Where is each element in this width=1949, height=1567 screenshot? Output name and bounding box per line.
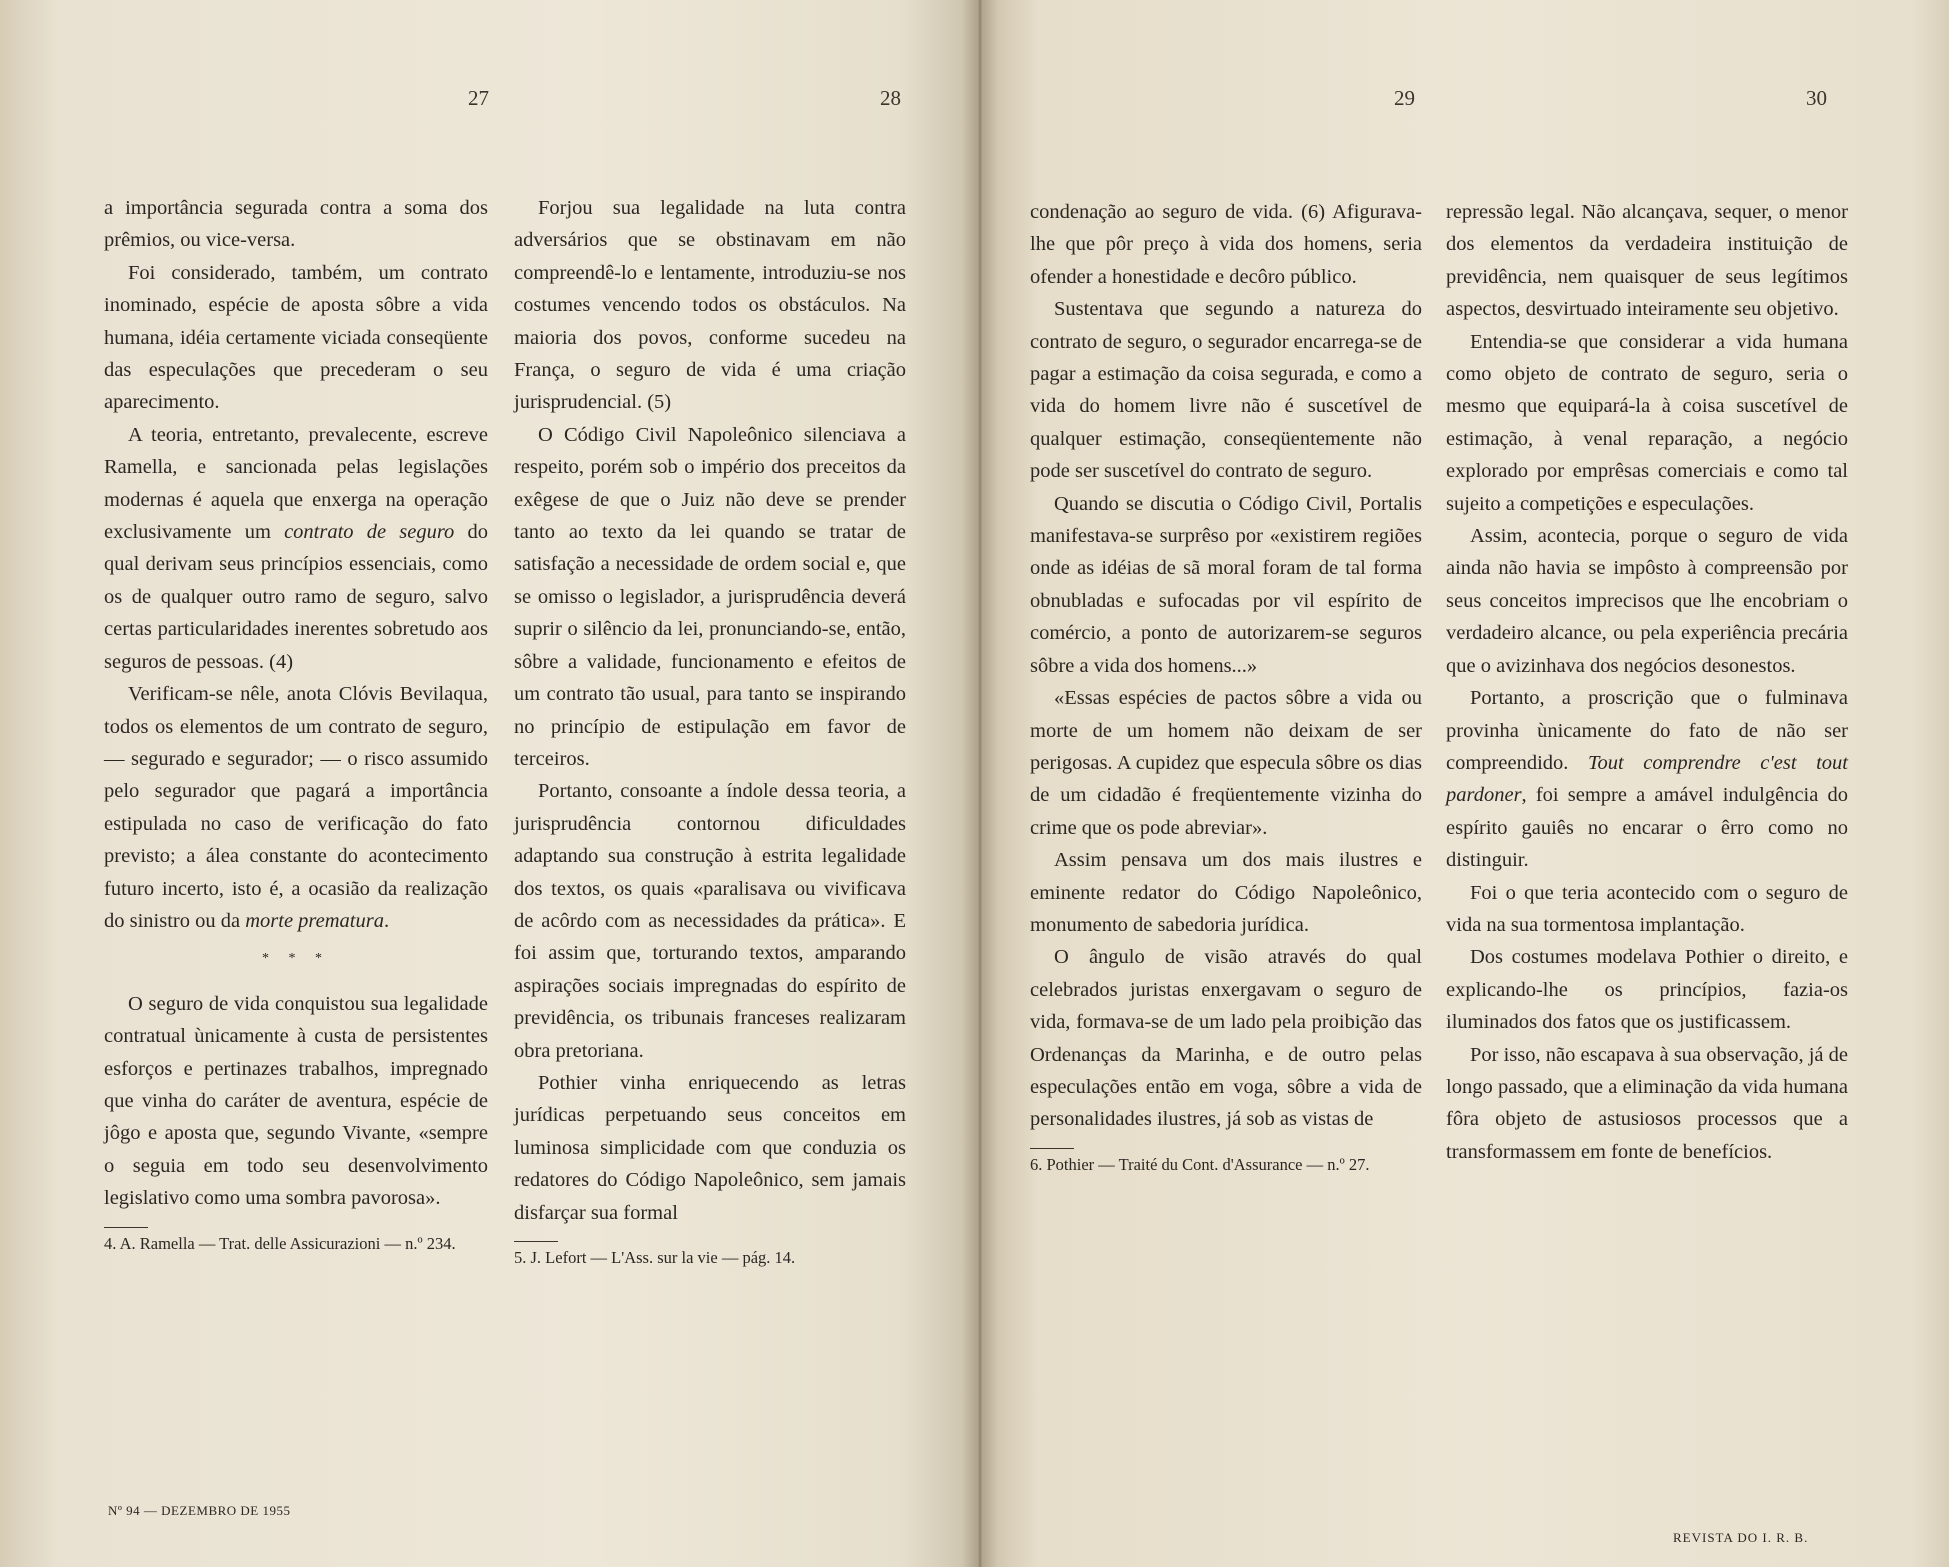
paragraph xyxy=(104,419,488,678)
footnote-text: 4. A. Ramella — Trat. delle Assicurazioni — n.º 234. xyxy=(104,1233,456,1253)
paragraph: condenação ao seguro de vida. (6) Afigurava-lhe que pôr preço à vida dos homens, seria ofender a honestidade e decôro público. xyxy=(1030,201,1422,288)
paragraph xyxy=(1446,682,1848,876)
italic-term: contrato de seguro xyxy=(284,521,455,544)
page-number-27: 27 xyxy=(468,86,489,110)
issue-footer: Nº 94 — DEZEMBRO DE 1955 xyxy=(108,1503,291,1518)
paragraph: Quando se discutia o Código Civil, Portalis manifestava-se surprêso por «existirem regiões onde as idéias de sã moral foram de tal forma obnubladas e sufocadas por vil espírito de comércio, a ponto de autorizarem-se seguros sôbre a vida dos homens...» xyxy=(1030,492,1422,677)
footnote-rule xyxy=(104,1227,148,1228)
paragraph: Assim pensava um dos mais ilustres e eminente redator do Código Napoleônico, monumento de sabedoria jurídica. xyxy=(1030,849,1422,936)
italic-quote: Tout comprendre c'est tout pardoner xyxy=(1446,751,1849,807)
paragraph: repressão legal. Não alcançava, sequer, o menor dos elementos da verdadeira instituição de previdência, nem quaisquer de seus legítimos aspectos, desvirtuado inteiramente seu objetivo. xyxy=(1446,201,1848,321)
paragraph-text: . xyxy=(383,909,390,932)
footnote-text: 5. J. Lefort — L'Ass. sur la vie — pág. 14. xyxy=(514,1248,796,1267)
paragraph: Pothier vinha enriquecendo as letras jurídicas perpetuando seus conceitos em luminosa simplicidade com que conduzia os redatores do Código Napoleônico, sem jamais disfarçar sua formal xyxy=(514,1071,906,1224)
footnote xyxy=(104,1234,488,1254)
footnote-rule xyxy=(1030,1148,1074,1149)
page-30-column xyxy=(1446,196,1848,1168)
page-29-column xyxy=(1030,196,1422,1175)
paragraph: Assim, acontecia, porque o seguro de vida ainda não havia se impôsto à compreensão por seus conceitos imprecisos que lhe encobriam o verdadeiro alcance, ou pela experiência precária que o avizinhava dos negócios desonestos. xyxy=(1446,525,1848,677)
paragraph: «Essas espécies de pactos sôbre a vida ou morte de um homem não deixam de ser perigosas. A cupidez que especula sôbre os dias de um cidadão é freqüentemente vizinha do crime que os pode abreviar». xyxy=(1030,687,1422,839)
paragraph: Portanto, consoante a índole dessa teoria, a jurisprudência contornou dificuldades adaptando sua construção à estrita legalidade dos textos, os quais «paralisava ou vivificava de acôrdo com as necessidades da prática». E foi assim que, torturando textos, amparando aspirações sociais impregnadas do espírito de previdência, os tribunais franceses realizaram obra pretoriana. xyxy=(514,780,906,1062)
paragraph: Foi o que teria acontecido com o seguro de vida na sua tormentosa implantação. xyxy=(1446,881,1848,936)
book-gutter xyxy=(962,0,998,1567)
paragraph: O Código Civil Napoleônico silenciava a respeito, porém sob o império dos preceitos da exêgese de que o Juiz não deve se prender tanto ao texto da lei quando se tratar de satisfação a necessidade de ordem social e, que se omisso o legislador, a jurisprudência deverá suprir o silêncio da lei, pronunciando-se, então, sôbre a validade, funcionamento e efeitos de um contrato tão usual, para tanto se inspirando no princípio de estipulação em favor de terceiros. xyxy=(514,423,906,770)
page-28-column xyxy=(514,192,906,1268)
paragraph: Forjou sua legalidade na luta contra adversários que se obstinavam em não compreendê-lo e lentamente, introduziu-se nos costumes vencendo todos os obstáculos. Na maioria dos povos, conforme sucedeu na França, o seguro de vida é uma criação jurisprudencial. (5) xyxy=(514,197,906,414)
paragraph-text: Portanto, a proscrição que o fulminava provinha ùnicamente do fato de não ser compreendido. xyxy=(1446,687,1848,774)
paragraph-text: do qual derivam seus princípios essenciais, como os de qualquer outro ramo de seguro, salvo certas particularidades inerentes sobretudo aos seguros de pessoas. (4) xyxy=(104,521,488,673)
section-divider-stars: * * * xyxy=(262,951,330,967)
paragraph: Por isso, não escapava à sua observação, já de longo passado, que a eliminação da vida humana fôra objeto de astusiosos processos que a transformassem em fonte de benefícios. xyxy=(1446,1043,1848,1163)
footnote xyxy=(1030,1155,1422,1175)
footnote-text: 6. Pothier — Traité du Cont. d'Assurance — n.º 27. xyxy=(1030,1154,1370,1174)
page-number-29: 29 xyxy=(1394,86,1415,110)
page-27-column xyxy=(104,192,488,1254)
paragraph xyxy=(104,678,488,937)
paragraph: O ângulo de visão através do qual celebrados juristas enxergavam o seguro de vida, formava-se de um lado pela proibição das Ordenanças da Marinha, e de outro pelas especulações então em voga, sôbre a vida de personalidades ilustres, já sob as vistas de xyxy=(1030,946,1422,1131)
paragraph: O seguro de vida conquistou sua legalidade contratual ùnicamente à custa de persistentes esforços e pertinazes trabalhos, impregnado que vinha do caráter de aventura, espécie de jôgo e aposta que, segundo Vivante, «sempre o seguia em todo seu desenvolvimento legislativo como uma sombra pavorosa». xyxy=(104,992,488,1210)
paragraph: Foi considerado, também, um contrato inominado, espécie de aposta sôbre a vida humana, idéia certamente viciada conseqüente das especulações que precederam o seu aparecimento. xyxy=(104,261,488,414)
paragraph: a importância segurada contra a soma dos prêmios, ou vice-versa. xyxy=(104,197,488,252)
footnote xyxy=(514,1248,906,1268)
paragraph: Dos costumes modelava Pothier o direito, e explicando-lhe os princípios, fazia-os iluminados dos fatos que os justificassem. xyxy=(1446,946,1848,1034)
page-number-28: 28 xyxy=(880,86,901,110)
italic-term: morte prematura xyxy=(245,909,384,932)
page-number-30: 30 xyxy=(1806,86,1827,110)
footnote-rule xyxy=(514,1241,558,1242)
paragraph: Sustentava que segundo a natureza do contrato de seguro, o segurador encarrega-se de pagar a estimação da coisa segurada, e como a vida do homem livre não é suscetível de qualquer estimação, conseqüentemente não pode ser suscetível do contrato de seguro. xyxy=(1030,298,1422,483)
paragraph: Entendia-se que considerar a vida humana como objeto de contrato de seguro, seria o mesmo que equipará-la à coisa suscetível de estimação, à venal reparação, a negócio explorado por emprêsas comerciais e como tal sujeito a competições e especulações. xyxy=(1446,330,1848,515)
paragraph-text: Verificam-se nêle, anota Clóvis Bevilaqua, todos os elementos de um contrato de seguro, — segurado e segurador; — o risco assumido pelo segurador que pagará a importância estipulada no caso de verificação do fato previsto; a álea constante do acontecimento futuro incerto, isto é, a ocasião da realização do sinistro ou da xyxy=(104,683,488,932)
paragraph-text: , foi sempre a amável indulgência do espírito gauiês no encarar o êrro como no distinguir. xyxy=(1446,784,1848,872)
paragraph-text: A teoria, entretanto, prevalecente, escreve Ramella, e sancionada pelas legislações modernas é aquela que enxerga na operação exclusivamente um xyxy=(104,423,488,544)
journal-footer: REVISTA DO I. R. B. xyxy=(1673,1530,1809,1545)
